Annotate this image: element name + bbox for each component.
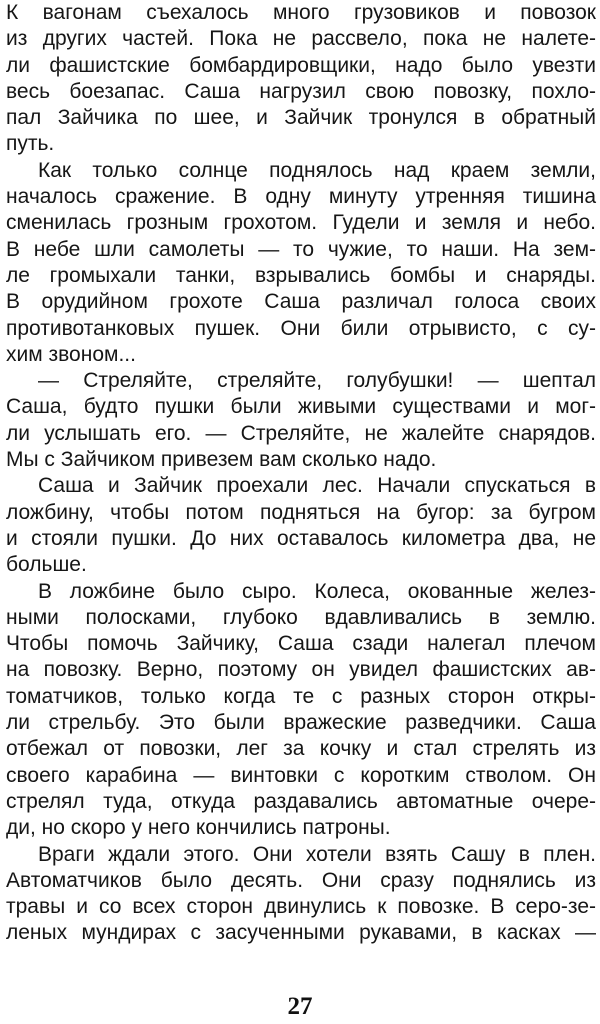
text-line: Саша, будто пушки были живыми существами и мог- — [6, 395, 596, 419]
text-line: В орудийном грохоте Саша различал голоса своих — [6, 290, 596, 314]
body-text — [6, 0, 596, 947]
paragraph — [6, 473, 596, 578]
text-line: Автоматчиков было десять. Они сразу поднялись из — [6, 868, 596, 892]
text-line: Чтобы помочь Зайчику, Саша сзади налегал плечом — [6, 632, 596, 656]
text-line: В ложбине было сыро. Колеса, окованные желез- — [38, 579, 596, 603]
text-line: сменилась грозным грохотом. Гудели и земля и небо. — [6, 211, 596, 235]
text-line: противотанковых пушек. Они били отрывисто, с су- — [6, 316, 596, 340]
page-number: 27 — [287, 993, 313, 1020]
text-line: началось сражение. В одну минуту утренняя тишина — [6, 185, 596, 209]
text-line: томатчиков, только когда те с разных сторон откры- — [6, 684, 596, 708]
text-line: ли фашистские бомбардировщики, надо было увезти — [6, 53, 596, 77]
text-line: К вагонам съехалось много грузовиков и повозок — [6, 1, 596, 24]
text-line: весь боезапас. Саша нагрузил свою повозку, похло- — [6, 79, 596, 103]
paragraph — [6, 842, 596, 947]
paragraph — [6, 0, 596, 158]
paragraph — [6, 158, 596, 368]
text-line: Саша и Зайчик проехали лес. Начали спускаться в — [38, 474, 596, 498]
text-line: больше. — [6, 553, 87, 577]
text-line: и стояли пушки. До них оставалось километра два, не — [6, 526, 596, 550]
text-line: леных мундирах с засученными рукавами, в касках — — [6, 921, 596, 945]
text-line: на повозку. Верно, поэтому он увидел фашистских ав- — [6, 658, 596, 682]
text-line: ли услышать его. — Стреляйте, не жалейте снарядов. — [6, 421, 596, 445]
text-line: путь. — [6, 132, 55, 156]
text-line: Враги ждали этого. Они хотели взять Сашу в плен. — [38, 842, 596, 866]
text-line: ли стрельбу. Это были вражеские разведчики. Саша — [6, 711, 596, 735]
paragraph — [6, 368, 596, 473]
text-line: ными полосками, глубоко вдавливались в землю. — [6, 605, 596, 629]
text-line: из других частей. Пока не рассвело, пока не налете- — [6, 27, 596, 51]
text-line: ле громыхали танки, взрывались бомбы и снаряды. — [6, 263, 596, 287]
text-line: Мы с Зайчиком привезем вам сколько надо. — [6, 448, 437, 472]
text-line: пал Зайчика по шее, и Зайчик тронулся в обратный — [6, 106, 596, 130]
text-line: стрелял туда, откуда раздавались автоматные очере- — [6, 789, 596, 813]
text-line: травы и со всех сторон двинулись к повозке. В серо-зе- — [6, 895, 596, 919]
text-line: отбежал от повозки, лег за кочку и стал стрелять из — [6, 737, 596, 761]
paragraph — [6, 579, 596, 842]
text-line: В небе шли самолеты — то чужие, то наши. На зем- — [6, 237, 596, 261]
text-line: ди, но скоро у него кончились патроны. — [6, 816, 391, 840]
text-line: хим звоном... — [6, 342, 136, 366]
text-line: ложбину, чтобы потом подняться на бугор: за бугром — [6, 500, 596, 524]
text-line: Как только солнце поднялось над краем земли, — [38, 158, 596, 182]
text-line: своего карабина — винтовки с коротким стволом. Он — [6, 763, 596, 787]
text-line: — Стреляйте, стреляйте, голубушки! — шептал — [38, 369, 596, 393]
